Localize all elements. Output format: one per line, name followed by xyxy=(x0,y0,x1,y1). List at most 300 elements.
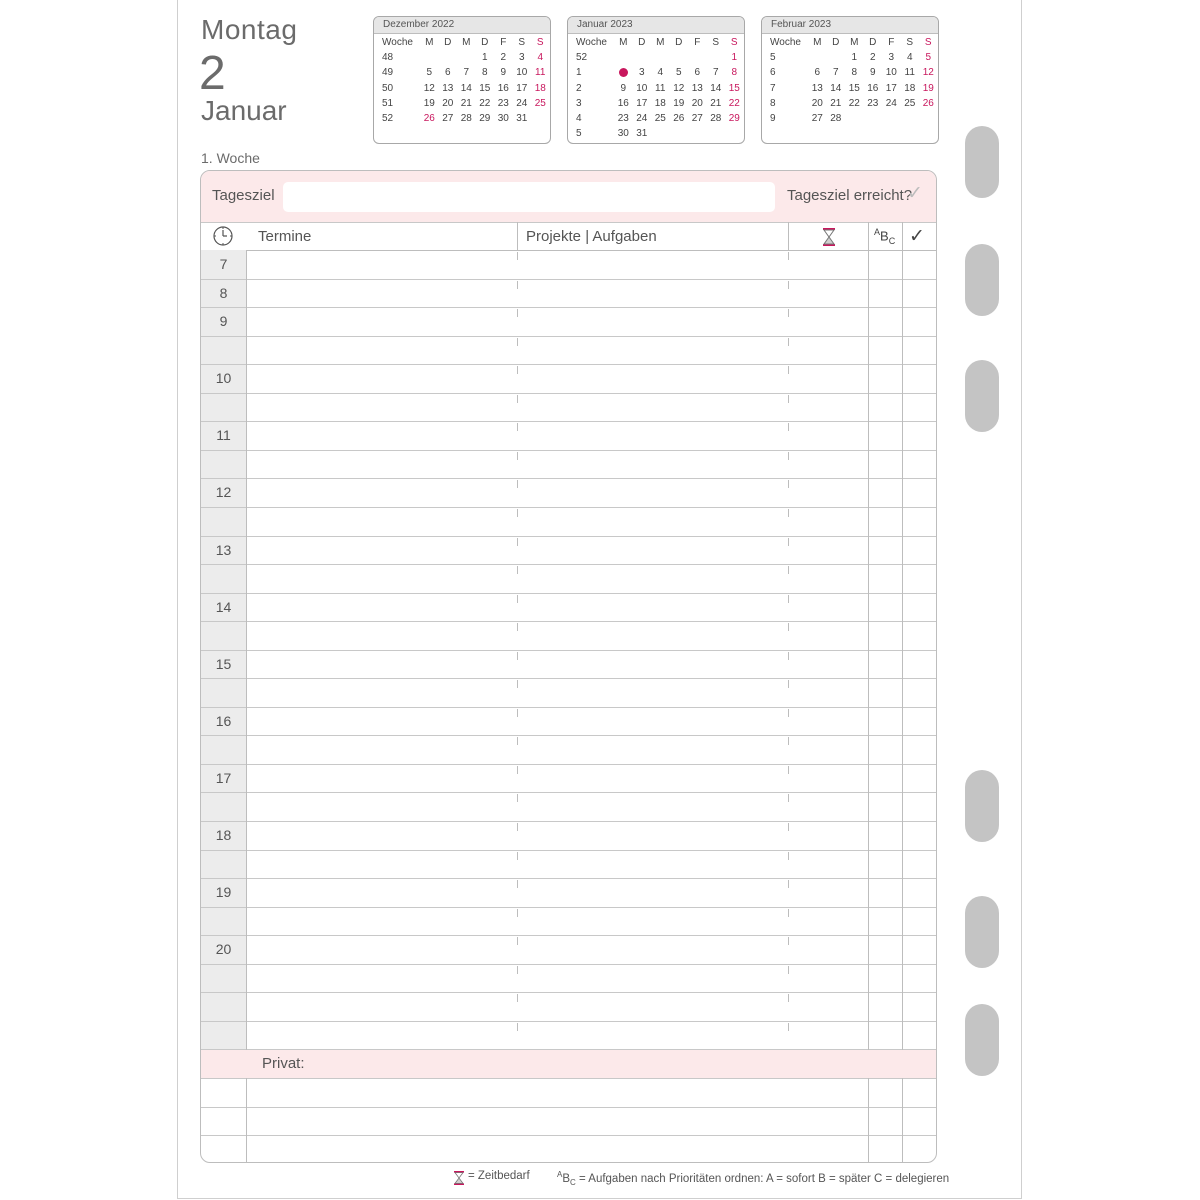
calendar-day: 14 xyxy=(830,82,842,94)
weekday-header: M xyxy=(656,37,665,49)
weekday-header: F xyxy=(500,37,507,49)
column-tick xyxy=(517,880,518,888)
calendar-day: 22 xyxy=(479,97,491,109)
row-divider xyxy=(201,307,936,308)
calendar-day: 17 xyxy=(636,97,648,109)
calendar-day: 5 xyxy=(675,67,682,79)
calendar-day: 26 xyxy=(423,113,435,125)
hour-label: 17 xyxy=(215,770,232,786)
mini-calendar-week-row xyxy=(574,65,744,80)
calendar-day xyxy=(688,126,707,141)
week-number: 51 xyxy=(382,97,394,109)
mini-calendar-weekday-row xyxy=(574,35,744,50)
calendar-day: 21 xyxy=(710,97,722,109)
mini-calendar-grid xyxy=(380,35,550,126)
calendar-day: 15 xyxy=(728,82,740,94)
daily-goal-label: Tagesziel xyxy=(212,187,275,204)
calendar-day: 3 xyxy=(518,52,525,64)
time-legend: = Zeitbedarf xyxy=(468,1170,530,1182)
calendar-day xyxy=(901,111,920,126)
week-number: 2 xyxy=(576,82,582,94)
priority-legend: $^AB_C$ = Aufgaben nach Prioritäten ordnen: A = sofort B = später C = delegieren xyxy=(557,1170,950,1188)
hour-label: 9 xyxy=(219,313,228,329)
done-check-header: ✓ xyxy=(909,226,925,247)
priority-header: $^AB_C$ xyxy=(874,227,896,246)
calendar-day xyxy=(439,50,458,65)
projects-tasks-header: Projekte | Aufgaben xyxy=(526,228,657,245)
calendar-day: 29 xyxy=(479,113,491,125)
calendar-day: 12 xyxy=(423,82,435,94)
row-divider xyxy=(201,907,936,908)
calendar-day xyxy=(651,126,670,141)
calendar-day xyxy=(651,50,670,65)
binder-tab[interactable] xyxy=(965,244,999,316)
calendar-day: 5 xyxy=(426,67,433,79)
calendar-day: 6 xyxy=(444,67,451,79)
row-divider xyxy=(201,764,936,765)
mini-calendar-january xyxy=(567,16,745,144)
weekday-header: M xyxy=(813,37,822,49)
column-tick xyxy=(517,766,518,774)
column-divider xyxy=(517,222,518,250)
mini-calendar-weekday-row xyxy=(380,35,550,50)
calendar-day: 21 xyxy=(460,97,472,109)
row-divider xyxy=(201,678,936,679)
daily-goal-input[interactable] xyxy=(283,182,775,212)
goal-reached-checkbox[interactable]: ✓ xyxy=(907,183,923,204)
calendar-day: 31 xyxy=(636,128,648,140)
hour-label: 11 xyxy=(216,427,231,443)
row-divider xyxy=(201,792,936,793)
row-divider xyxy=(201,279,936,280)
column-tick xyxy=(517,252,518,260)
calendar-day: 7 xyxy=(832,67,839,79)
calendar-day xyxy=(725,126,744,141)
private-bar xyxy=(201,1050,936,1078)
weekday-header: S xyxy=(730,37,738,49)
row-divider xyxy=(201,478,936,479)
mini-calendar-grid xyxy=(768,35,938,126)
week-number: 52 xyxy=(576,52,588,64)
calendar-day: 8 xyxy=(731,67,738,79)
calendar-day: 25 xyxy=(654,113,666,125)
column-divider xyxy=(788,222,789,250)
weekday-header: D xyxy=(481,37,489,49)
calendar-day xyxy=(808,50,827,65)
hour-label: 18 xyxy=(215,827,232,843)
column-tick xyxy=(788,281,789,289)
appointments-header: Termine xyxy=(258,228,312,245)
calendar-day: 18 xyxy=(534,82,546,94)
calendar-day: 16 xyxy=(617,97,629,109)
calendar-day: 8 xyxy=(851,67,858,79)
binder-tab[interactable] xyxy=(965,126,999,198)
calendar-day: 13 xyxy=(811,82,823,94)
mini-calendar-week-row xyxy=(380,96,550,111)
calendar-day xyxy=(420,50,439,65)
row-divider xyxy=(201,564,936,565)
calendar-day: 13 xyxy=(691,82,703,94)
calendar-day: 9 xyxy=(620,82,627,94)
private-label: Privat: xyxy=(262,1055,305,1072)
day-number: 2 xyxy=(199,47,226,100)
calendar-day: 30 xyxy=(497,113,509,125)
calendar-day: 2 xyxy=(869,52,876,64)
calendar-day: 15 xyxy=(848,82,860,94)
row-divider xyxy=(201,964,936,965)
week-number: 5 xyxy=(576,128,582,140)
mini-calendar-week-row xyxy=(768,81,938,96)
column-tick xyxy=(788,595,789,603)
calendar-day: 28 xyxy=(460,113,472,125)
column-tick xyxy=(788,423,789,431)
row-divider xyxy=(201,1078,936,1079)
mini-calendar-week-row xyxy=(380,50,550,65)
row-divider xyxy=(201,935,936,936)
weekday-header: S xyxy=(712,37,720,49)
calendar-day: 28 xyxy=(830,113,842,125)
binder-tab[interactable] xyxy=(965,896,999,968)
column-tick xyxy=(788,880,789,888)
calendar-day: 1 xyxy=(731,52,738,64)
calendar-day xyxy=(882,111,901,126)
calendar-day: 7 xyxy=(712,67,719,79)
column-tick xyxy=(788,366,789,374)
calendar-day xyxy=(670,50,689,65)
column-tick xyxy=(788,937,789,945)
row-divider xyxy=(201,850,936,851)
mini-calendar-week-row xyxy=(768,96,938,111)
row-divider xyxy=(201,707,936,708)
calendar-day: 22 xyxy=(848,97,860,109)
calendar-day: 18 xyxy=(904,82,916,94)
column-tick xyxy=(788,338,789,346)
column-tick xyxy=(517,309,518,317)
column-tick xyxy=(788,1023,789,1031)
column-tick xyxy=(517,509,518,517)
column-tick xyxy=(788,566,789,574)
mini-calendar-title: Februar 2023 xyxy=(762,17,938,34)
row-divider xyxy=(201,1021,936,1022)
calendar-day: 29 xyxy=(728,113,740,125)
hour-label: 8 xyxy=(219,285,228,301)
column-tick xyxy=(517,395,518,403)
weekday-header: M xyxy=(462,37,471,49)
row-divider xyxy=(201,593,936,594)
calendar-day: 15 xyxy=(479,82,491,94)
mini-calendar-december xyxy=(373,16,551,144)
calendar-day: 6 xyxy=(814,67,821,79)
calendar-day: 16 xyxy=(497,82,509,94)
calendar-day: 8 xyxy=(481,67,488,79)
column-tick xyxy=(517,366,518,374)
hourglass-icon xyxy=(453,1171,465,1185)
weekday-header: D xyxy=(832,37,840,49)
calendar-day xyxy=(531,111,550,126)
calendar-day: 24 xyxy=(636,113,648,125)
column-tick xyxy=(517,281,518,289)
column-divider xyxy=(246,250,247,1163)
mini-calendar-week-row xyxy=(768,50,938,65)
column-tick xyxy=(517,538,518,546)
column-tick xyxy=(517,966,518,974)
mini-calendar-week-row xyxy=(380,81,550,96)
week-number: 52 xyxy=(382,113,394,125)
calendar-day: 11 xyxy=(535,67,546,79)
column-tick xyxy=(517,709,518,717)
calendar-day: 27 xyxy=(442,113,454,125)
weekday-header: M xyxy=(619,37,628,49)
calendar-day: 19 xyxy=(423,97,435,109)
calendar-day: 27 xyxy=(811,113,823,125)
week-number: 50 xyxy=(382,82,394,94)
mini-calendar-grid xyxy=(574,35,744,141)
calendar-day xyxy=(688,50,707,65)
weekday-header: S xyxy=(518,37,526,49)
week-number: 6 xyxy=(770,67,776,79)
mini-calendar-february xyxy=(761,16,939,144)
calendar-day: 25 xyxy=(534,97,546,109)
goal-reached-label: Tagesziel erreicht? xyxy=(787,187,913,204)
binder-tab[interactable] xyxy=(965,360,999,432)
column-tick xyxy=(517,994,518,1002)
row-divider xyxy=(201,393,936,394)
column-tick xyxy=(517,1023,518,1031)
column-tick xyxy=(517,623,518,631)
weekday-header: S xyxy=(536,37,544,49)
calendar-day: 21 xyxy=(830,97,842,109)
hour-label: 15 xyxy=(215,656,232,672)
column-tick xyxy=(517,566,518,574)
calendar-day: 19 xyxy=(922,82,934,94)
calendar-day: 24 xyxy=(516,97,528,109)
calendar-day: 14 xyxy=(460,82,472,94)
row-divider xyxy=(201,992,936,993)
mini-calendar-title: Dezember 2022 xyxy=(374,17,550,34)
calendar-day: 10 xyxy=(885,67,897,79)
calendar-day: 24 xyxy=(885,97,897,109)
calendar-day: 28 xyxy=(710,113,722,125)
calendar-day: 20 xyxy=(811,97,823,109)
week-column-header: Woche xyxy=(382,37,413,49)
week-number: 1 xyxy=(576,67,582,79)
calendar-day: 26 xyxy=(922,97,934,109)
row-divider xyxy=(201,1107,936,1108)
column-tick xyxy=(517,338,518,346)
calendar-day: 23 xyxy=(867,97,879,109)
hour-label: 19 xyxy=(215,884,232,900)
calendar-day: 1 xyxy=(481,52,488,64)
week-column-header: Woche xyxy=(770,37,801,49)
calendar-day: 17 xyxy=(885,82,897,94)
weekday-header: D xyxy=(444,37,452,49)
calendar-day xyxy=(670,126,689,141)
hourglass-icon xyxy=(821,227,837,247)
calendar-day: 1 xyxy=(851,52,858,64)
column-tick xyxy=(517,852,518,860)
calendar-day: 19 xyxy=(673,97,685,109)
row-divider xyxy=(201,336,936,337)
row-divider xyxy=(201,878,936,879)
column-tick xyxy=(517,652,518,660)
hour-label: 13 xyxy=(215,542,232,558)
mini-calendar-week-row xyxy=(574,126,744,141)
calendar-day: 13 xyxy=(442,82,454,94)
column-tick xyxy=(517,794,518,802)
week-number: 3 xyxy=(576,97,582,109)
binder-tab[interactable] xyxy=(965,770,999,842)
weekday-header: M xyxy=(850,37,859,49)
column-tick xyxy=(517,423,518,431)
calendar-day: 17 xyxy=(516,82,528,94)
calendar-day: 26 xyxy=(673,113,685,125)
column-tick xyxy=(788,680,789,688)
week-number: 7 xyxy=(770,82,776,94)
column-tick xyxy=(517,595,518,603)
calendar-day: 10 xyxy=(636,82,648,94)
calendar-day: 25 xyxy=(904,97,916,109)
calendar-day xyxy=(707,50,726,65)
week-number: 5 xyxy=(770,52,776,64)
calendar-day: 9 xyxy=(500,67,507,79)
calendar-day: 5 xyxy=(925,52,932,64)
mini-calendar-title: Januar 2023 xyxy=(568,17,744,34)
calendar-day: 3 xyxy=(638,67,645,79)
mini-calendar-week-row xyxy=(574,96,744,111)
weekday-header: S xyxy=(906,37,914,49)
calendar-day: 6 xyxy=(694,67,701,79)
weekday-header: F xyxy=(694,37,701,49)
calendar-day: 16 xyxy=(867,82,879,94)
week-column-header: Woche xyxy=(576,37,607,49)
calendar-day: 2 xyxy=(500,52,507,64)
calendar-day: 9 xyxy=(869,67,876,79)
column-tick xyxy=(517,823,518,831)
column-tick xyxy=(788,994,789,1002)
calendar-day: 11 xyxy=(904,67,915,79)
column-tick xyxy=(788,538,789,546)
weekday-header: D xyxy=(638,37,646,49)
mini-calendar-week-row xyxy=(768,65,938,80)
column-tick xyxy=(788,737,789,745)
row-divider xyxy=(201,364,936,365)
day-schedule-table xyxy=(200,170,937,1163)
week-number: 48 xyxy=(382,52,394,64)
calendar-day xyxy=(614,65,633,80)
calendar-day: 4 xyxy=(657,67,664,79)
column-tick xyxy=(788,794,789,802)
row-divider xyxy=(201,735,936,736)
table-header xyxy=(201,222,936,251)
calendar-day xyxy=(827,50,846,65)
calendar-day: 3 xyxy=(888,52,895,64)
week-number: 49 xyxy=(382,67,394,79)
column-tick xyxy=(788,252,789,260)
calendar-day: 12 xyxy=(922,67,934,79)
calendar-day: 23 xyxy=(617,113,629,125)
row-divider xyxy=(201,621,936,622)
calendar-day: 30 xyxy=(617,128,629,140)
column-tick xyxy=(788,852,789,860)
column-tick xyxy=(788,966,789,974)
calendar-day: 14 xyxy=(710,82,722,94)
column-tick xyxy=(788,623,789,631)
mini-calendar-week-row xyxy=(574,81,744,96)
column-divider xyxy=(902,222,903,1163)
column-tick xyxy=(788,909,789,917)
column-tick xyxy=(517,937,518,945)
weekday-header: M xyxy=(425,37,434,49)
binder-tab[interactable] xyxy=(965,1004,999,1076)
hour-label: 14 xyxy=(215,599,232,615)
calendar-day: 22 xyxy=(728,97,740,109)
calendar-day: 7 xyxy=(463,67,470,79)
column-tick xyxy=(788,395,789,403)
weekday-header: D xyxy=(675,37,683,49)
column-tick xyxy=(517,480,518,488)
calendar-day: 20 xyxy=(691,97,703,109)
mini-calendar-weekday-row xyxy=(768,35,938,50)
weekday-header: F xyxy=(888,37,895,49)
calendar-day: 31 xyxy=(516,113,528,125)
mini-calendar-week-row xyxy=(380,65,550,80)
calendar-day: 20 xyxy=(442,97,454,109)
calendar-day: 11 xyxy=(655,82,666,94)
row-divider xyxy=(201,450,936,451)
column-tick xyxy=(517,909,518,917)
calendar-day xyxy=(864,111,883,126)
calendar-day: 10 xyxy=(516,67,528,79)
month-name: Januar xyxy=(201,95,287,126)
hour-label: 20 xyxy=(215,941,232,957)
day-name: Montag xyxy=(201,14,298,45)
row-divider xyxy=(201,536,936,537)
column-tick xyxy=(788,709,789,717)
column-tick xyxy=(788,766,789,774)
week-number: 4 xyxy=(576,113,582,125)
calendar-day xyxy=(919,111,938,126)
column-tick xyxy=(788,309,789,317)
calendar-day: 4 xyxy=(537,52,544,64)
column-tick xyxy=(788,509,789,517)
calendar-day xyxy=(457,50,476,65)
calendar-day: 23 xyxy=(497,97,509,109)
row-divider xyxy=(201,421,936,422)
column-divider xyxy=(868,222,869,1163)
mini-calendar-week-row xyxy=(768,111,938,126)
calendar-day xyxy=(633,50,652,65)
column-tick xyxy=(788,823,789,831)
row-divider xyxy=(201,507,936,508)
column-tick xyxy=(788,480,789,488)
hour-label: 16 xyxy=(215,713,232,729)
hour-label: 7 xyxy=(219,256,228,272)
column-tick xyxy=(517,452,518,460)
calendar-day: 12 xyxy=(673,82,685,94)
weekday-header: D xyxy=(869,37,877,49)
mini-calendar-week-row xyxy=(380,111,550,126)
hour-label: 10 xyxy=(215,370,232,386)
calendar-day: 18 xyxy=(654,97,666,109)
week-number: 8 xyxy=(770,97,776,109)
row-divider xyxy=(201,821,936,822)
column-tick xyxy=(517,737,518,745)
week-number: 9 xyxy=(770,113,776,125)
calendar-day xyxy=(614,50,633,65)
row-divider xyxy=(201,1135,936,1136)
calendar-day xyxy=(707,126,726,141)
column-tick xyxy=(788,452,789,460)
